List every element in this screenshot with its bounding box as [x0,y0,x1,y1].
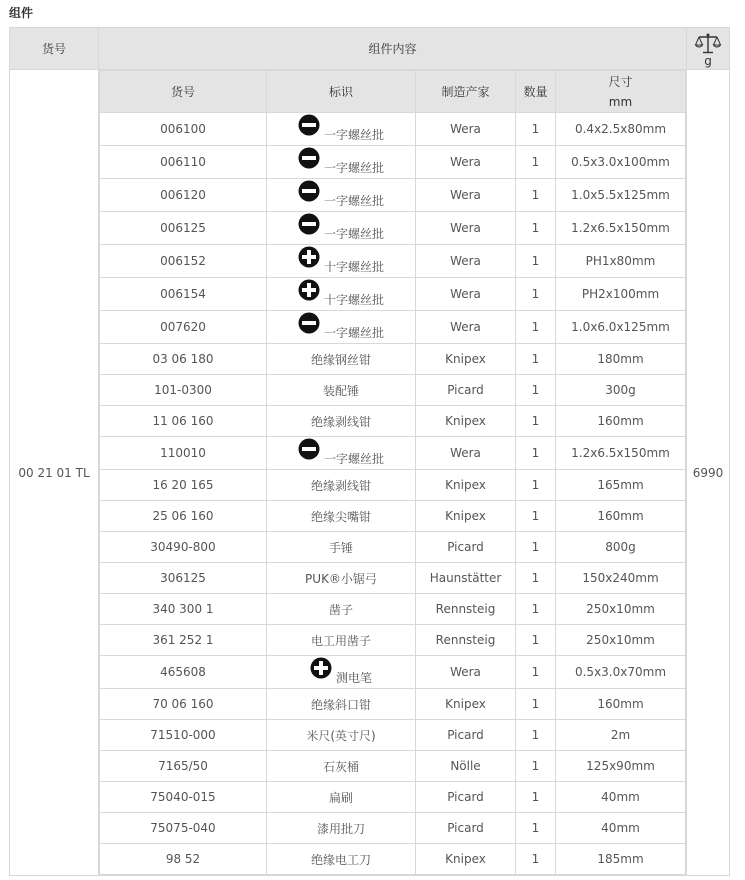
slotted-icon [298,438,320,460]
table-row [100,245,686,278]
cell-size: 1.0x5.5x125mm [556,179,686,212]
cell-ident: PUK®小锯弓 [267,563,416,594]
cell-maker: Picard [416,375,516,406]
table-row [100,625,686,656]
cell-maker: Knipex [416,689,516,720]
table-row [100,212,686,245]
cell-maker: Wera [416,437,516,470]
cell-item-no: 75040-015 [100,782,267,813]
cell-size: PH2x100mm [556,278,686,311]
contents-header-row [100,71,686,113]
ident-label: 一字螺丝批 [323,193,384,208]
cell-size: 160mm [556,501,686,532]
table-row [100,406,686,437]
ident-label: 一字螺丝批 [323,226,384,241]
cell-ident: 装配锤 [267,375,416,406]
col-item-no: 货号 [100,71,267,113]
cell-item-no: 110010 [100,437,267,470]
cell-item-no: 101-0300 [100,375,267,406]
kit-contents-cell [99,70,687,876]
cell-qty: 1 [516,406,556,437]
cell-qty: 1 [516,563,556,594]
cell-maker: Picard [416,813,516,844]
cell-item-no: 03 06 180 [100,344,267,375]
cell-item-no: 006110 [100,146,267,179]
cell-ident [267,212,416,245]
cell-maker: Knipex [416,470,516,501]
components-header-row [10,28,730,70]
header-item-no: 货号 [10,28,99,70]
table-row [100,720,686,751]
cell-item-no: 465608 [100,656,267,689]
cell-qty: 1 [516,625,556,656]
col-maker: 制造产家 [416,71,516,113]
cell-qty: 1 [516,311,556,344]
table-row [100,470,686,501]
cell-item-no: 7165/50 [100,751,267,782]
cell-qty: 1 [516,720,556,751]
col-size-label: 尺寸 [608,74,633,89]
cell-maker: Wera [416,113,516,146]
table-row [100,311,686,344]
table-row [100,656,686,689]
table-row [100,813,686,844]
cell-maker: Wera [416,212,516,245]
cell-qty: 1 [516,212,556,245]
table-row [100,844,686,875]
cell-ident: 绝缘钢丝钳 [267,344,416,375]
ident-label: 测电笔 [335,670,372,685]
components-table [9,27,730,876]
cell-size: 40mm [556,813,686,844]
slotted-icon [298,114,320,136]
cell-ident [267,278,416,311]
cell-maker: Picard [416,720,516,751]
cell-qty: 1 [516,689,556,720]
cell-ident [267,245,416,278]
cell-item-no: 006152 [100,245,267,278]
cell-maker: Wera [416,179,516,212]
cell-size: 0.5x3.0x70mm [556,656,686,689]
cell-qty: 1 [516,594,556,625]
cell-maker: Knipex [416,406,516,437]
cell-ident: 石灰桶 [267,751,416,782]
cell-qty: 1 [516,113,556,146]
cell-ident: 电工用凿子 [267,625,416,656]
kit-item-no: 00 21 01 TL [10,70,99,876]
cell-ident: 绝缘尖嘴钳 [267,501,416,532]
cell-item-no: 006100 [100,113,267,146]
cell-size: 180mm [556,344,686,375]
cell-size: 300g [556,375,686,406]
cell-ident: 绝缘剥线钳 [267,406,416,437]
col-size [556,71,686,113]
cell-maker: Wera [416,245,516,278]
ident-label: 十字螺丝批 [323,259,384,274]
table-row [100,594,686,625]
col-ident: 标识 [267,71,416,113]
slotted-icon [298,180,320,202]
cell-maker: Knipex [416,844,516,875]
cell-qty: 1 [516,813,556,844]
cell-item-no: 340 300 1 [100,594,267,625]
cell-item-no: 30490-800 [100,532,267,563]
cell-size: 125x90mm [556,751,686,782]
cell-item-no: 361 252 1 [100,625,267,656]
cell-ident [267,146,416,179]
cell-maker: Wera [416,656,516,689]
contents-table [99,70,686,875]
cell-maker: Wera [416,278,516,311]
col-qty: 数量 [516,71,556,113]
scale-icon [695,32,721,54]
cell-qty: 1 [516,751,556,782]
cell-item-no: 11 06 160 [100,406,267,437]
cell-qty: 1 [516,146,556,179]
header-weight [687,28,730,70]
cell-item-no: 006154 [100,278,267,311]
cell-ident: 绝缘斜口钳 [267,689,416,720]
ident-label: 十字螺丝批 [323,292,384,307]
cell-item-no: 25 06 160 [100,501,267,532]
header-contents: 组件内容 [99,28,687,70]
table-row [100,344,686,375]
cell-item-no: 006125 [100,212,267,245]
table-row [100,437,686,470]
table-row [100,146,686,179]
cell-ident: 绝缘剥线钳 [267,470,416,501]
cell-item-no: 006120 [100,179,267,212]
cell-ident [267,656,416,689]
slotted-icon [298,147,320,169]
cell-maker: Wera [416,146,516,179]
cell-qty: 1 [516,656,556,689]
cell-ident [267,437,416,470]
kit-row [10,70,730,876]
cell-qty: 1 [516,782,556,813]
cell-size: 250x10mm [556,625,686,656]
table-row [100,532,686,563]
cell-size: 0.4x2.5x80mm [556,113,686,146]
cell-item-no: 70 06 160 [100,689,267,720]
cell-size: 150x240mm [556,563,686,594]
table-row [100,375,686,406]
weight-unit: g [704,53,712,68]
cell-maker: Rennsteig [416,594,516,625]
phillips-icon [310,657,332,679]
cell-qty: 1 [516,844,556,875]
table-row [100,278,686,311]
ident-label: 一字螺丝批 [323,160,384,175]
ident-label: 一字螺丝批 [323,451,384,466]
cell-ident: 手锤 [267,532,416,563]
cell-ident: 扁刷 [267,782,416,813]
cell-size: 165mm [556,470,686,501]
cell-ident: 米尺(英寸尺) [267,720,416,751]
cell-maker: Wera [416,311,516,344]
slotted-icon [298,312,320,334]
cell-maker: Picard [416,532,516,563]
table-row [100,689,686,720]
cell-size: 185mm [556,844,686,875]
slotted-icon [298,213,320,235]
page-title: 组件 [9,6,34,20]
cell-maker: Knipex [416,501,516,532]
cell-item-no: 16 20 165 [100,470,267,501]
cell-size: 1.2x6.5x150mm [556,212,686,245]
cell-ident [267,179,416,212]
cell-qty: 1 [516,375,556,406]
cell-qty: 1 [516,344,556,375]
cell-size: PH1x80mm [556,245,686,278]
table-row [100,782,686,813]
cell-qty: 1 [516,501,556,532]
cell-qty: 1 [516,245,556,278]
cell-size: 800g [556,532,686,563]
table-row [100,563,686,594]
cell-maker: Haunstätter [416,563,516,594]
cell-size: 1.0x6.0x125mm [556,311,686,344]
cell-item-no: 75075-040 [100,813,267,844]
cell-maker: Rennsteig [416,625,516,656]
cell-size: 0.5x3.0x100mm [556,146,686,179]
table-row [100,113,686,146]
phillips-icon [298,246,320,268]
kit-weight: 6990 [687,70,730,876]
cell-ident [267,311,416,344]
cell-item-no: 71510-000 [100,720,267,751]
table-row [100,179,686,212]
cell-size: 160mm [556,689,686,720]
col-size-unit: mm [608,94,633,109]
cell-size: 40mm [556,782,686,813]
cell-maker: Picard [416,782,516,813]
cell-ident: 绝缘电工刀 [267,844,416,875]
cell-maker: Knipex [416,344,516,375]
cell-maker: Nölle [416,751,516,782]
cell-ident: 漆用批刀 [267,813,416,844]
cell-qty: 1 [516,278,556,311]
cell-qty: 1 [516,470,556,501]
table-row [100,501,686,532]
table-row [100,751,686,782]
cell-qty: 1 [516,532,556,563]
cell-item-no: 306125 [100,563,267,594]
ident-label: 一字螺丝批 [323,127,384,142]
ident-label: 一字螺丝批 [323,325,384,340]
cell-qty: 1 [516,179,556,212]
cell-item-no: 007620 [100,311,267,344]
cell-size: 250x10mm [556,594,686,625]
cell-ident: 凿子 [267,594,416,625]
cell-item-no: 98 52 [100,844,267,875]
cell-size: 1.2x6.5x150mm [556,437,686,470]
cell-ident [267,113,416,146]
phillips-icon [298,279,320,301]
cell-qty: 1 [516,437,556,470]
cell-size: 160mm [556,406,686,437]
cell-size: 2m [556,720,686,751]
